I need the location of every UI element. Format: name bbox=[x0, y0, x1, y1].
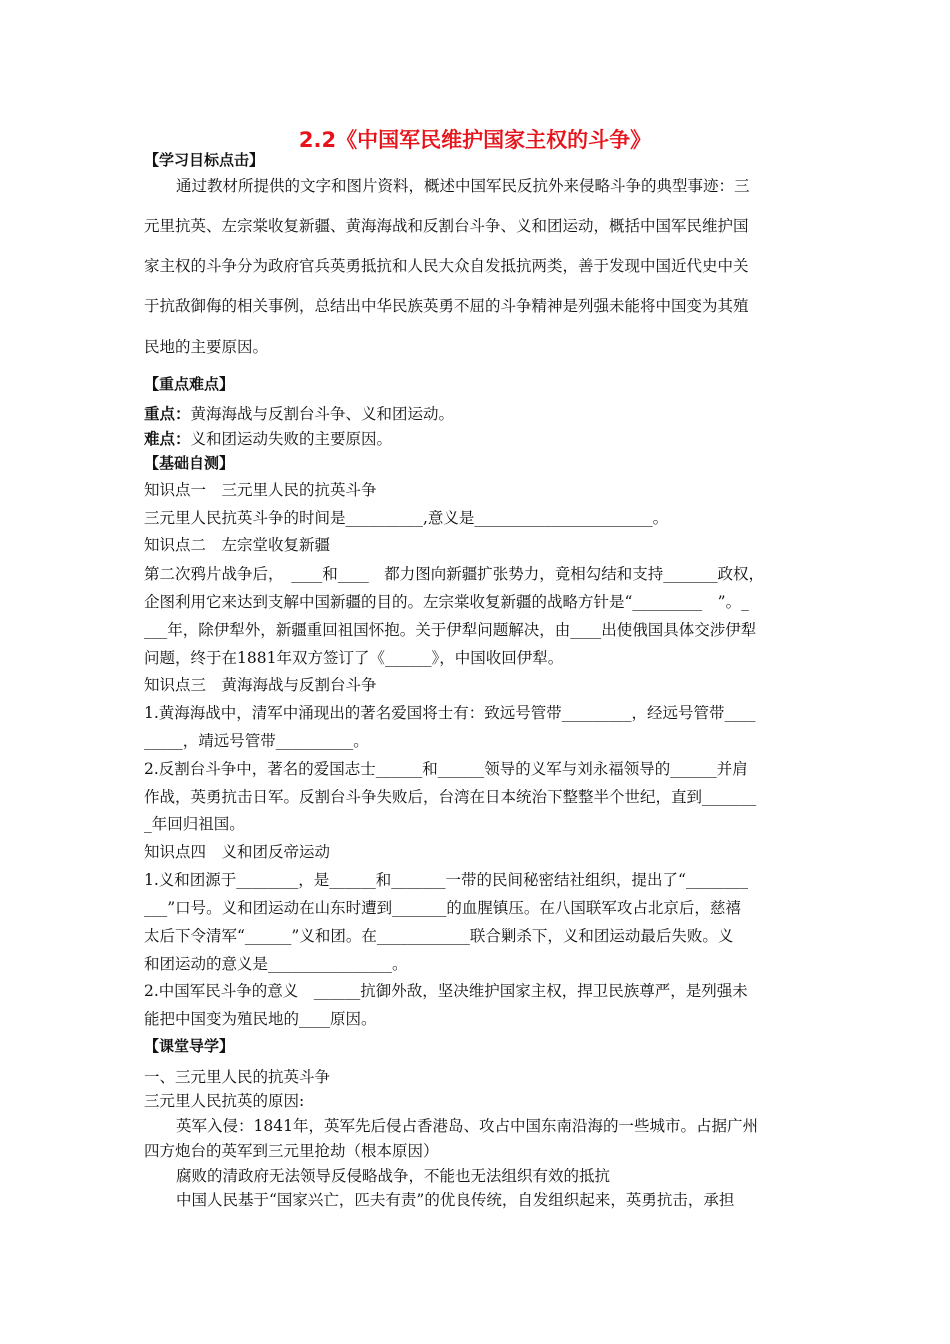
test-line: 知识点二 左宗堂收复新疆 bbox=[144, 536, 331, 554]
class-line: 中国人民基于“国家兴亡，匹夫有责”的优良传统，自发组织起来，英勇抗击，承担 bbox=[176, 1191, 735, 1209]
page-title: 2.2《中国军民维护国家主权的斗争》 bbox=[298, 128, 652, 152]
test-line: _____，靖远号管带__________。 bbox=[144, 732, 369, 750]
section-heading-class: 【课堂导学】 bbox=[144, 1037, 235, 1055]
test-line: 太后下令清军“______”义和团。在____________联合剿杀下，义和团运动最后失败。义 bbox=[144, 927, 734, 945]
class-line: 英军入侵：1841年，英军先后侵占香港岛、攻占中国东南沿海的一些城市。占据广州 bbox=[176, 1117, 758, 1135]
class-line: 一、三元里人民的抗英斗争 bbox=[144, 1068, 331, 1086]
test-line: 作战，英勇抗击日军。反割台斗争失败后，台湾在日本统治下整整半个世纪，直到_______ bbox=[144, 788, 757, 806]
test-line: 知识点三 黄海海战与反割台斗争 bbox=[144, 676, 377, 694]
key-point-text: 黄海海战与反割台斗争、义和团运动。 bbox=[190, 405, 455, 423]
test-line: ___”口号。义和团运动在山东时遭到_______的血腥镇压。在八国联军攻占北京后，慈禧 bbox=[144, 899, 741, 917]
test-line: 2.反割台斗争中，著名的爱国志士______和______领导的义军与刘永福领导的______并肩 bbox=[144, 760, 748, 778]
section-heading-key: 【重点难点】 bbox=[144, 375, 235, 393]
difficult-point-line bbox=[144, 429, 392, 449]
goal-line: 家主权的斗争分为政府官兵英勇抵抗和人民大众自发抵抗两类，善于发现中国近代史中关 bbox=[144, 257, 749, 275]
test-line: ___年，除伊犁外，新疆重回祖国怀抱。关于伊犁问题解决，由____出使俄国具体交涉伊犁 bbox=[144, 621, 757, 639]
test-line: 2.中国军民斗争的意义 ______抗御外敌，坚决维护国家主权，捍卫民族尊严，是列强未 bbox=[144, 982, 748, 1000]
test-line: 能把中国变为殖民地的____原因。 bbox=[144, 1010, 377, 1028]
goal-line: 民地的主要原因。 bbox=[144, 338, 269, 356]
test-line: 知识点四 义和团反帝运动 bbox=[144, 843, 331, 861]
test-line: _年回归祖国。 bbox=[144, 815, 245, 833]
class-line: 腐败的清政府无法领导反侵略战争，不能也无法组织有效的抵抗 bbox=[176, 1167, 611, 1185]
test-line: 问题，终于在1881年双方签订了《______》，中国收回伊犁。 bbox=[144, 649, 564, 667]
test-line: 1.义和团源于________，是______和_______一带的民间秘密结社组织，提出了“________ bbox=[144, 871, 748, 889]
key-point-line bbox=[144, 404, 454, 424]
class-line: 三元里人民抗英的原因: bbox=[144, 1092, 305, 1110]
key-point-label: 重点： bbox=[144, 405, 191, 423]
test-line: 和团运动的意义是________________。 bbox=[144, 955, 408, 973]
test-line: 企图利用它来达到支解中国新疆的目的。左宗棠收复新疆的战略方针是“_________ ”。_ bbox=[144, 593, 749, 611]
test-line: 知识点一 三元里人民的抗英斗争 bbox=[144, 481, 377, 499]
section-heading-goals: 【学习目标点击】 bbox=[144, 151, 265, 169]
goal-line: 于抗敌御侮的相关事例，总结出中华民族英勇不屈的斗争精神是列强未能将中国变为其殖 bbox=[144, 297, 749, 315]
difficult-point-label: 难点： bbox=[144, 430, 191, 448]
class-line: 四方炮台的英军到三元里抢劫（根本原因） bbox=[144, 1142, 439, 1160]
goal-line: 元里抗英、左宗棠收复新疆、黄海海战和反割台斗争、义和团运动，概括中国军民维护国 bbox=[144, 217, 749, 235]
test-line: 第二次鸦片战争后， ____和____ 都力图向新疆扩张势力，竟相勾结和支持_______政权， bbox=[144, 565, 765, 583]
section-heading-test: 【基础自测】 bbox=[144, 454, 235, 472]
goal-line: 通过教材所提供的文字和图片资料，概述中国军民反抗外来侵略斗争的典型事迹：三 bbox=[176, 177, 750, 195]
difficult-point-text: 义和团运动失败的主要原因。 bbox=[190, 430, 393, 448]
test-line: 三元里人民抗英斗争的时间是__________,意义是_______________________。 bbox=[144, 509, 669, 527]
test-line: 1.黄海海战中，清军中涌现出的著名爱国将士有：致远号管带_________，经远号管带____ bbox=[144, 704, 756, 722]
